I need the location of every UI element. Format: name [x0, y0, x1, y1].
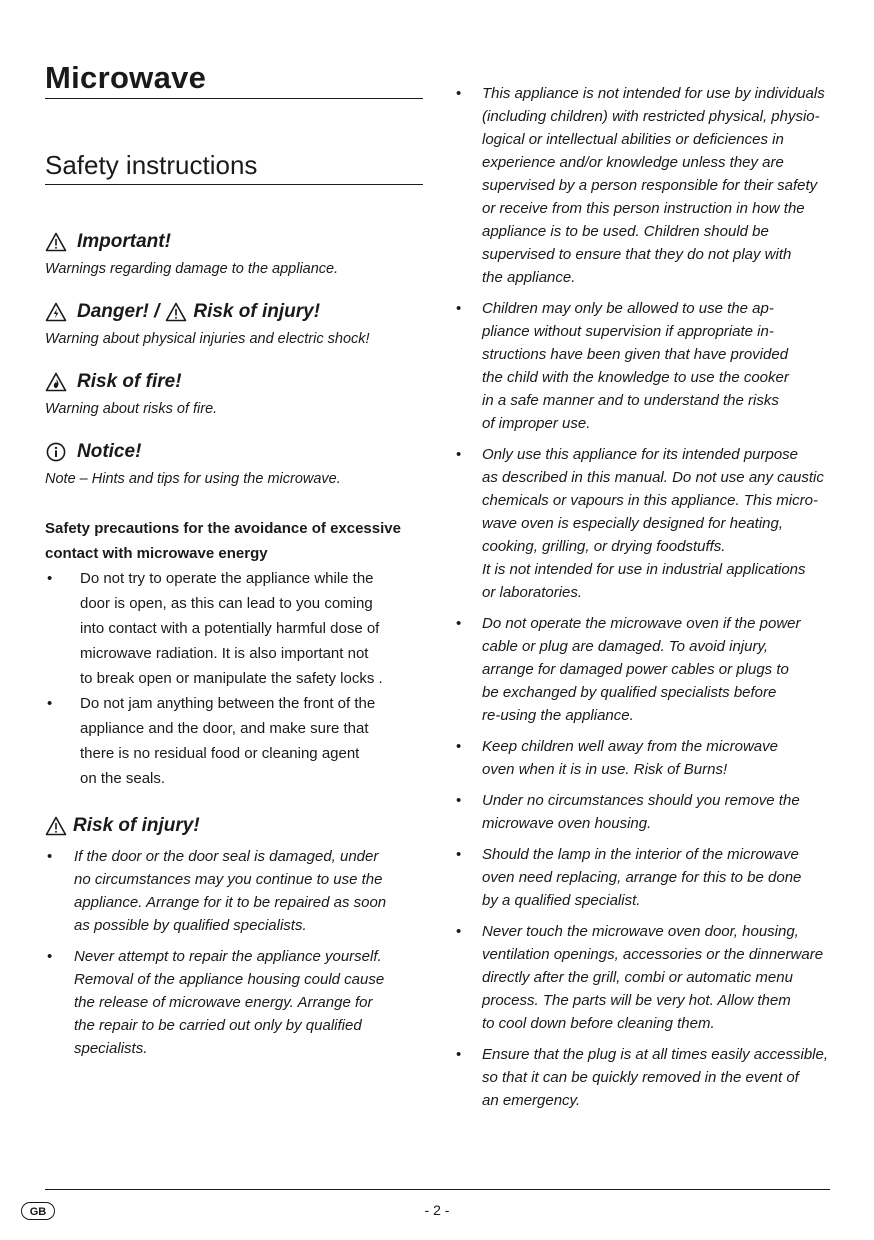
list-item: • Under no circumstances should you remove the microwave oven housing.	[456, 789, 830, 835]
info-icon	[45, 442, 67, 462]
bullet-point: •	[456, 300, 462, 317]
bullet-point: •	[47, 570, 53, 587]
legend-fire-desc: Warning about risks of fire.	[45, 401, 218, 417]
bullet-point: •	[456, 615, 462, 632]
country-badge: GB	[21, 1202, 55, 1220]
bullet-point: •	[47, 848, 53, 865]
warning-triangle-icon	[45, 232, 67, 252]
legend-danger	[45, 299, 423, 347]
legend-important-label: Important!	[77, 231, 171, 252]
page-title: Microwave	[45, 60, 423, 99]
list-item: • Ensure that the plug is at all times easily accessible, so that it can be quickly removed in the event of an emergency.	[456, 1043, 830, 1112]
warning-triangle-icon	[165, 302, 187, 322]
bullet-point: •	[456, 1046, 462, 1063]
bullet-point: •	[456, 446, 462, 463]
page-number: - 2 -	[424, 1202, 450, 1218]
legend-danger-desc: Warning about physical injuries and electric shock!	[45, 331, 370, 347]
legend-fire-label: Risk of fire!	[77, 371, 182, 392]
list-item: • Only use this appliance for its intended purpose as described in this manual. Do not use any caustic chemicals or vapours in this appliance. This micro- wave oven is especially designed for heating, cooking, grilling, or drying foodstuffs. It is not intended for use in industrial applications or laboratories.	[456, 443, 830, 604]
bullet-point: •	[456, 923, 462, 940]
list-item: • Keep children well away from the microwave oven when it is in use. Risk of Burns!	[456, 735, 830, 781]
list-item: • Do not jam anything between the front of the appliance and the door, and make sure that there is no residual food or cleaning agent on the seals.	[45, 691, 423, 791]
list-item: • This appliance is not intended for use by individuals (including children) with restricted physical, physio- logical or intellectual abilities or deficiences in experience and/or knowledge unless they are supervised by a person responsible for their safety or receive from this person instruction in how the appliance is to be used. Children should be supervised to ensure that they do not play with the appliance.	[456, 82, 830, 289]
list-item: • Never attempt to repair the appliance yourself. Removal of the appliance housing could cause the release of microwave energy. Arrange for the repair to be carried out only by qualified specialists.	[45, 945, 423, 1060]
right-column	[456, 82, 830, 1120]
list-item: • Never touch the microwave oven door, housing, ventilation openings, accessories or the dinnerware directly after the grill, combi or automatic menu process. The parts will be very hot. Allow them to cool down before cleaning them.	[456, 920, 830, 1035]
legend-danger-label: Danger! /	[77, 301, 160, 322]
bullet-point: •	[47, 948, 53, 965]
injury-label: Risk of injury!	[73, 815, 200, 836]
injury-heading	[45, 813, 423, 839]
bullet-point: •	[456, 85, 462, 102]
legend-notice-label: Notice!	[77, 441, 142, 462]
list-item: • Should the lamp in the interior of the microwave oven need replacing, arrange for this to be done by a qualified specialist.	[456, 843, 830, 912]
electric-hazard-icon	[45, 302, 67, 322]
bullet-point: •	[456, 846, 462, 863]
safety-list	[456, 82, 830, 1112]
bullet-point: •	[456, 792, 462, 809]
legend-notice-desc: Note – Hints and tips for using the microwave.	[45, 471, 341, 487]
warning-triangle-icon	[45, 816, 67, 836]
left-column	[45, 60, 423, 1068]
list-item: • Do not operate the microwave oven if the power cable or plug are damaged. To avoid injury, arrange for damaged power cables or plugs to be exchanged by qualified specialists before re-using the appliance.	[456, 612, 830, 727]
injury-list	[45, 845, 423, 1060]
precautions-title: Safety precautions for the avoidance of excessive contact with microwave energy	[45, 520, 401, 562]
legend-important-desc: Warnings regarding damage to the appliance.	[45, 261, 339, 277]
section-title: Safety instructions	[45, 150, 423, 185]
list-item: • If the door or the door seal is damaged, under no circumstances may you continue to use the appliance. Arrange for it to be repaired as soon as possible by qualified specialists.	[45, 845, 423, 937]
footer-divider	[45, 1189, 830, 1190]
precautions-list	[45, 566, 423, 791]
legend-notice	[45, 439, 423, 487]
legend-fire	[45, 369, 423, 417]
bullet-point: •	[47, 695, 53, 712]
list-item: • Children may only be allowed to use the ap- pliance without supervision if appropriate in- structions have been given that have provided the child with the knowledge to use the cooker in a safe manner and to understand the risks of improper use.	[456, 297, 830, 435]
legend-injury-label: Risk of injury!	[193, 301, 321, 322]
bullet-point: •	[456, 738, 462, 755]
legend-important	[45, 229, 423, 277]
list-item: • Do not try to operate the appliance while the door is open, as this can lead to you coming into contact with a potentially harmful dose of microwave radiation. It is also important not to break open or manipulate the safety locks .	[45, 566, 423, 691]
fire-hazard-icon	[45, 372, 67, 392]
